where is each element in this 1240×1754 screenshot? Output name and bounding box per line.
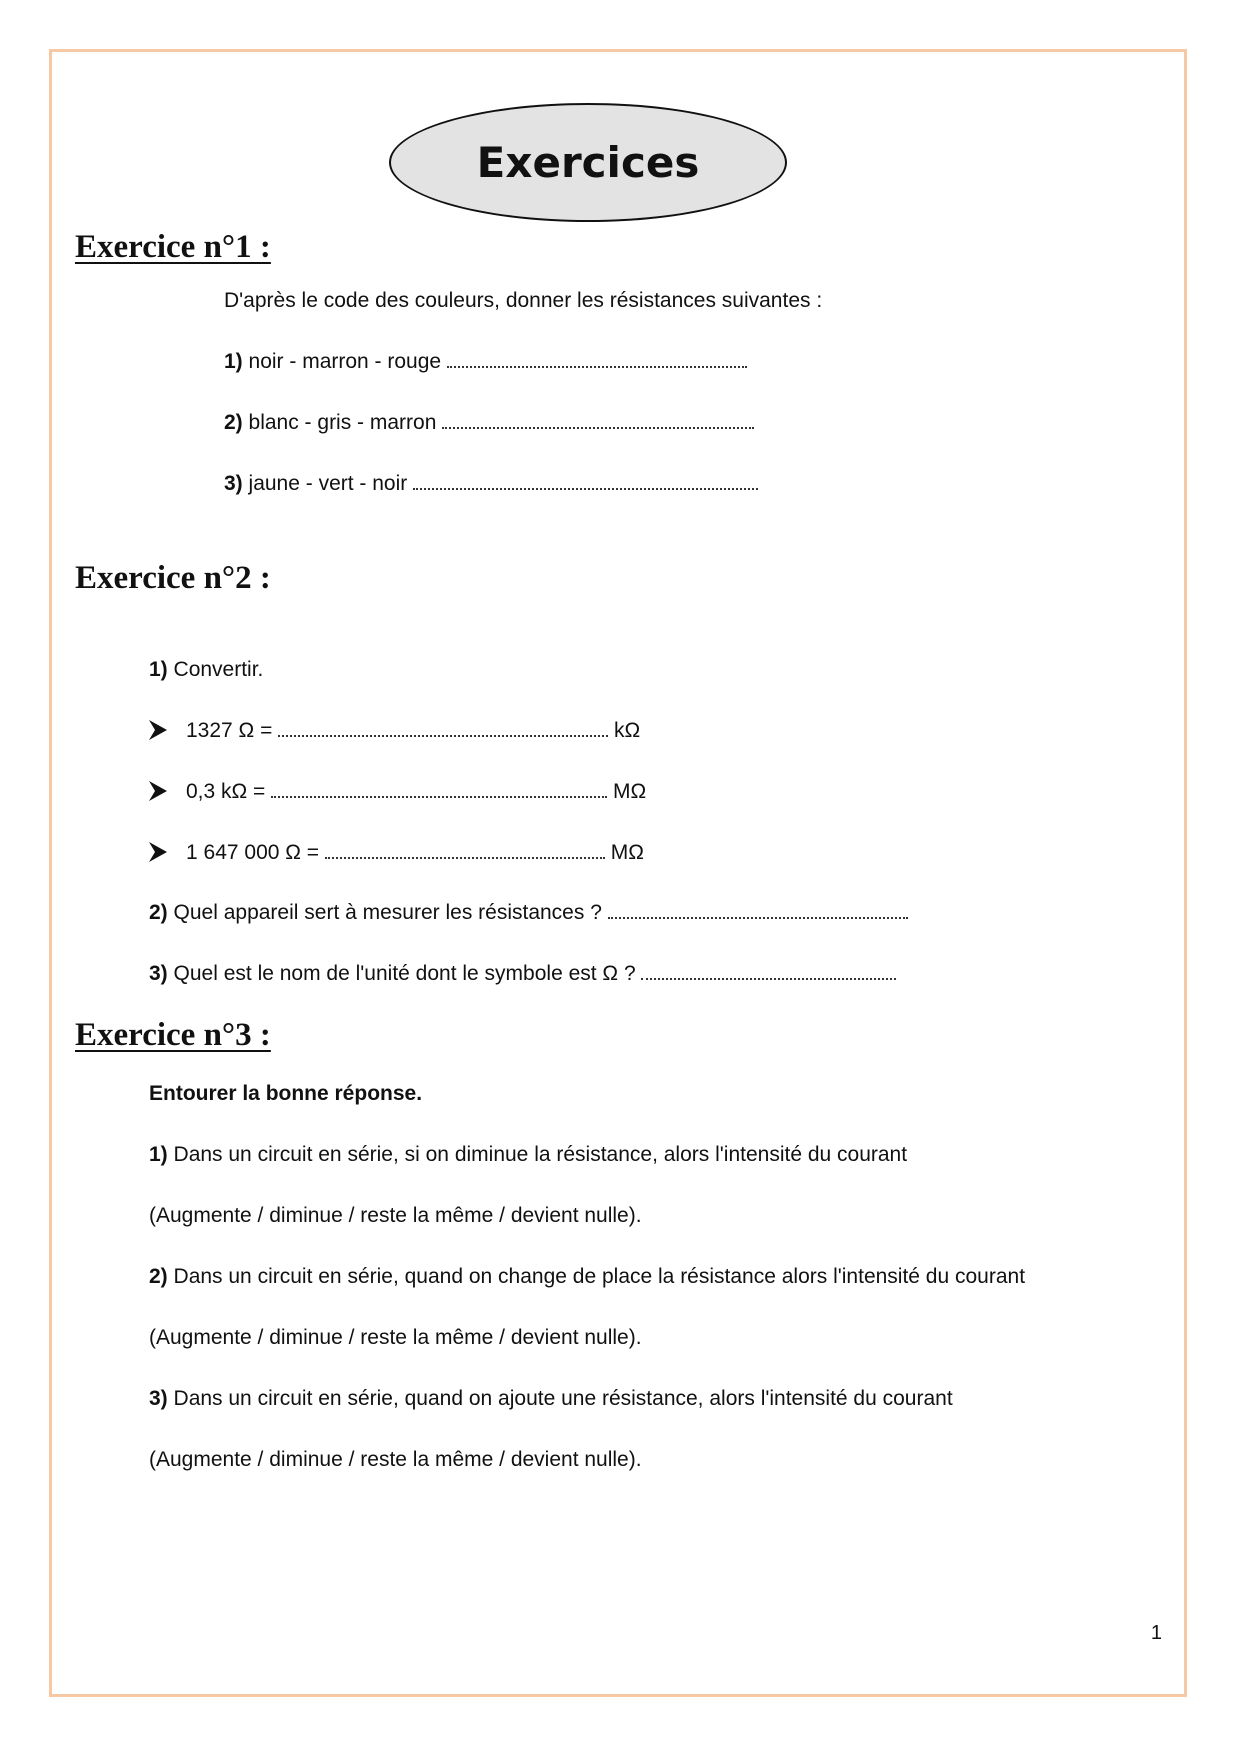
arrow-bullet-icon — [148, 719, 168, 741]
conversion-unit: MΩ — [610, 841, 644, 864]
item-text: Dans un circuit en série, si on diminue la résistance, alors l'intensité du courant — [167, 1143, 908, 1166]
page-title: Exercices — [476, 138, 700, 187]
item-number: 2) — [149, 1265, 168, 1288]
conversion-1 — [186, 720, 640, 741]
exercise-3-item-2 — [149, 1266, 1025, 1287]
conversion-expression: 1 647 000 Ω = — [186, 841, 325, 864]
item-number: 3) — [149, 962, 168, 985]
exercise-3-heading: Exercice n°3 : — [75, 1017, 271, 1053]
item-number: 2) — [149, 901, 168, 924]
item-text: Dans un circuit en série, quand on ajoute une résistance, alors l'intensité du courant — [167, 1387, 953, 1410]
exercise-3-choices-1[interactable]: (Augmente / diminue / reste la même / devient nulle). — [149, 1204, 642, 1227]
item-text: blanc - gris - marron — [242, 411, 443, 434]
page-number: 1 — [1150, 1622, 1162, 1644]
item-number: 3) — [149, 1387, 168, 1410]
answer-blank[interactable] — [641, 977, 896, 980]
item-number: 1) — [224, 350, 243, 373]
answer-blank[interactable] — [271, 795, 607, 798]
arrow-bullet-icon — [148, 780, 168, 802]
conversion-expression: 0,3 kΩ = — [186, 780, 272, 803]
conversion-2 — [186, 781, 646, 802]
exercise-3-choices-3[interactable]: (Augmente / diminue / reste la même / devient nulle). — [149, 1448, 642, 1471]
item-text: Dans un circuit en série, quand on change de place la résistance alors l'intensité du courant — [167, 1265, 1026, 1288]
answer-blank[interactable] — [608, 916, 908, 919]
item-text: Quel est le nom de l'unité dont le symbole est Ω ? — [167, 962, 642, 985]
exercise-2-heading: Exercice n°2 : — [75, 560, 271, 596]
exercise-1-heading: Exercice n°1 : — [75, 229, 271, 265]
exercise-1-intro: D'après le code des couleurs, donner les résistances suivantes : — [224, 289, 823, 312]
item-number: 1) — [149, 658, 168, 681]
conversion-unit: kΩ — [614, 719, 641, 742]
exercise-3-item-1 — [149, 1144, 907, 1165]
exercise-3-item-3 — [149, 1388, 953, 1409]
exercise-2-question-3 — [149, 963, 896, 984]
conversion-3 — [186, 842, 644, 863]
conversion-expression: 1327 Ω = — [186, 719, 279, 742]
item-number: 2) — [224, 411, 243, 434]
title-ellipse — [389, 103, 787, 222]
conversion-unit: MΩ — [613, 780, 647, 803]
arrow-bullet-icon — [148, 841, 168, 863]
exercise-1-item-2 — [224, 412, 754, 433]
exercise-3-instruction: Entourer la bonne réponse. — [149, 1082, 423, 1105]
answer-blank[interactable] — [447, 365, 747, 368]
exercise-1-item-3 — [224, 473, 758, 494]
exercise-2-question-2 — [149, 902, 908, 923]
item-text: noir - marron - rouge — [242, 350, 447, 373]
answer-blank[interactable] — [278, 734, 608, 737]
answer-blank[interactable] — [413, 487, 758, 490]
answer-blank[interactable] — [442, 426, 754, 429]
item-number: 1) — [149, 1143, 168, 1166]
answer-blank[interactable] — [325, 856, 605, 859]
item-number: 3) — [224, 472, 243, 495]
exercise-1-item-1 — [224, 351, 747, 372]
exercise-3-choices-2[interactable]: (Augmente / diminue / reste la même / devient nulle). — [149, 1326, 642, 1349]
item-text: Quel appareil sert à mesurer les résistances ? — [167, 901, 608, 924]
item-text: jaune - vert - noir — [242, 472, 414, 495]
item-text: Convertir. — [167, 658, 264, 681]
exercise-2-question-1 — [149, 659, 263, 680]
